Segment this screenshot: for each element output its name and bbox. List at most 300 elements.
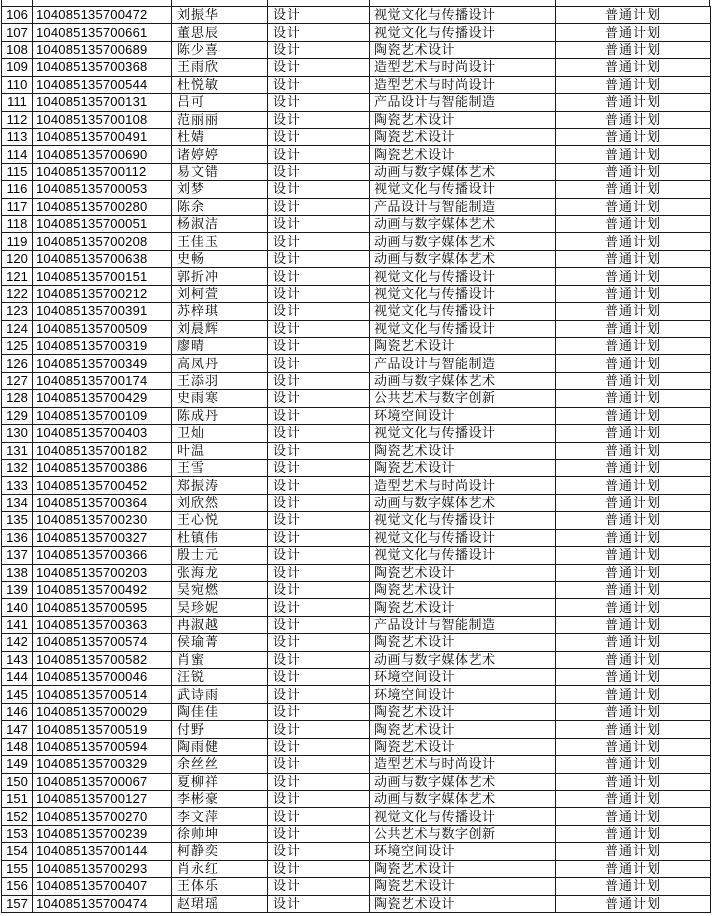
cell-candidate-id: 104085135700067 <box>33 773 172 790</box>
cell-row-number: 141 <box>2 616 33 633</box>
cell-row-number: 156 <box>2 878 33 895</box>
cell-candidate-id: 104085135700368 <box>33 59 172 76</box>
cell-major: 动画与数字媒体艺术 <box>370 163 556 180</box>
cell-name: 殷士元 <box>172 547 268 564</box>
cell-category: 设计 <box>268 651 370 668</box>
table-row <box>2 146 711 163</box>
cell-name: 李彬豪 <box>172 790 268 807</box>
cell-category: 设计 <box>268 825 370 842</box>
cell-row-number: 154 <box>2 843 33 860</box>
cell-plan: 普通计划 <box>556 24 711 41</box>
cell-row-number: 107 <box>2 24 33 41</box>
cell-major: 陶瓷艺术设计 <box>370 338 556 355</box>
cell-major: 动画与数字媒体艺术 <box>370 790 556 807</box>
cell-candidate-id: 104085135700212 <box>33 285 172 302</box>
cell-plan: 普通计划 <box>556 233 711 250</box>
cell-category: 设计 <box>268 686 370 703</box>
cell-major: 陶瓷艺术设计 <box>370 721 556 738</box>
cell-candidate-id: 104085135700661 <box>33 24 172 41</box>
cell-candidate-id: 104085135700319 <box>33 338 172 355</box>
cell-plan: 普通计划 <box>556 756 711 773</box>
table-row <box>2 459 711 476</box>
cell-name: 肖蜜 <box>172 651 268 668</box>
cell-row-number: 133 <box>2 477 33 494</box>
cell-name: 史畅 <box>172 250 268 267</box>
cell-category: 设计 <box>268 233 370 250</box>
cell-row-number: 129 <box>2 407 33 424</box>
cell-major: 陶瓷艺术设计 <box>370 878 556 895</box>
cell-plan: 普通计划 <box>556 669 711 686</box>
cell-plan: 普通计划 <box>556 547 711 564</box>
cell-major: 环境空间设计 <box>370 669 556 686</box>
cell-row-number: 146 <box>2 703 33 720</box>
cell-category: 设计 <box>268 860 370 877</box>
cell-candidate-id: 104085135700364 <box>33 494 172 511</box>
cell-major: 陶瓷艺术设计 <box>370 146 556 163</box>
table-row <box>2 581 711 598</box>
cell-candidate-id: 104085135700349 <box>33 355 172 372</box>
cell-row-number: 135 <box>2 512 33 529</box>
cell-major: 视觉文化与传播设计 <box>370 547 556 564</box>
cell-plan: 普通计划 <box>556 773 711 790</box>
cell-row-number: 147 <box>2 721 33 738</box>
table-row <box>2 250 711 267</box>
cell-name: 杜婧 <box>172 128 268 145</box>
cell-plan: 普通计划 <box>556 198 711 215</box>
table-row <box>2 477 711 494</box>
table-row <box>2 355 711 372</box>
cell-row-number: 128 <box>2 390 33 407</box>
cell-category: 设计 <box>268 59 370 76</box>
cell-name: 侯瑜菁 <box>172 634 268 651</box>
cell-plan: 普通计划 <box>556 372 711 389</box>
cell-category: 设计 <box>268 529 370 546</box>
cell-candidate-id: 104085135700144 <box>33 843 172 860</box>
cell-major: 陶瓷艺术设计 <box>370 459 556 476</box>
table-row <box>2 285 711 302</box>
cell-category: 设计 <box>268 494 370 511</box>
cell-row-number: 152 <box>2 808 33 825</box>
cell-name: 卫灿 <box>172 425 268 442</box>
table-row <box>2 59 711 76</box>
cell-major: 环境空间设计 <box>370 407 556 424</box>
cell-plan: 普通计划 <box>556 529 711 546</box>
cell-name: 夏柳祥 <box>172 773 268 790</box>
cell-plan: 普通计划 <box>556 285 711 302</box>
cell-row-number: 157 <box>2 895 33 912</box>
cell-major: 陶瓷艺术设计 <box>370 111 556 128</box>
cell-plan: 普通计划 <box>556 703 711 720</box>
cell-candidate-id: 104085135700239 <box>33 825 172 842</box>
cell-category: 设计 <box>268 94 370 111</box>
cell-major: 动画与数字媒体艺术 <box>370 494 556 511</box>
cell-row-number: 149 <box>2 756 33 773</box>
cell-row-number: 112 <box>2 111 33 128</box>
cell-candidate-id: 104085135700127 <box>33 790 172 807</box>
cell-candidate-id: 104085135700407 <box>33 878 172 895</box>
cell-row-number: 115 <box>2 163 33 180</box>
cell-row-number: 139 <box>2 581 33 598</box>
cell-major: 产品设计与智能制造 <box>370 355 556 372</box>
table-row <box>2 41 711 58</box>
cell-name: 赵珺瑶 <box>172 895 268 912</box>
cell-plan: 普通计划 <box>556 338 711 355</box>
cell-plan: 普通计划 <box>556 442 711 459</box>
cell-row-number: 120 <box>2 250 33 267</box>
table-row <box>2 7 711 24</box>
cell-row-number: 127 <box>2 372 33 389</box>
cell-major: 陶瓷艺术设计 <box>370 860 556 877</box>
cell-candidate-id: 104085135700514 <box>33 686 172 703</box>
cell-row-number: 132 <box>2 459 33 476</box>
cell-row-number: 114 <box>2 146 33 163</box>
table-row <box>2 843 711 860</box>
cell-candidate-id: 104085135700638 <box>33 250 172 267</box>
cell-row-number: 113 <box>2 128 33 145</box>
cell-category: 设计 <box>268 878 370 895</box>
cell-name: 徐帅坤 <box>172 825 268 842</box>
cell-major: 视觉文化与传播设计 <box>370 808 556 825</box>
cell-row-number: 117 <box>2 198 33 215</box>
cell-candidate-id: 104085135700582 <box>33 651 172 668</box>
cell-name: 高凤丹 <box>172 355 268 372</box>
cell-category: 设计 <box>268 703 370 720</box>
table-row <box>2 320 711 337</box>
cell-name: 刘振华 <box>172 7 268 24</box>
cell-major: 视觉文化与传播设计 <box>370 425 556 442</box>
cell-row-number: 110 <box>2 76 33 93</box>
cell-major: 动画与数字媒体艺术 <box>370 372 556 389</box>
cell-category: 设计 <box>268 564 370 581</box>
cell-major: 产品设计与智能制造 <box>370 94 556 111</box>
cell-category: 设计 <box>268 407 370 424</box>
cell-plan: 普通计划 <box>556 268 711 285</box>
cell-name: 王体乐 <box>172 878 268 895</box>
cell-plan: 普通计划 <box>556 163 711 180</box>
cell-category: 设计 <box>268 76 370 93</box>
cell-candidate-id: 104085135700174 <box>33 372 172 389</box>
cell-plan: 普通计划 <box>556 59 711 76</box>
table-row <box>2 163 711 180</box>
cell-candidate-id: 104085135700280 <box>33 198 172 215</box>
table-row <box>2 512 711 529</box>
cell-row-number: 136 <box>2 529 33 546</box>
cell-row-number: 151 <box>2 790 33 807</box>
cell-name: 叶温 <box>172 442 268 459</box>
cell-candidate-id: 104085135700131 <box>33 94 172 111</box>
table-row <box>2 564 711 581</box>
cell-name: 史雨寒 <box>172 390 268 407</box>
cell-name: 陈余 <box>172 198 268 215</box>
cell-major: 造型艺术与时尚设计 <box>370 756 556 773</box>
cell-category: 设计 <box>268 773 370 790</box>
cell-major: 视觉文化与传播设计 <box>370 285 556 302</box>
cell-major: 视觉文化与传播设计 <box>370 303 556 320</box>
cell-row-number: 118 <box>2 216 33 233</box>
cell-row-number: 111 <box>2 94 33 111</box>
cell-plan: 普通计划 <box>556 250 711 267</box>
cell-name: 武诗雨 <box>172 686 268 703</box>
cell-name: 吕可 <box>172 94 268 111</box>
cell-row-number: 145 <box>2 686 33 703</box>
cell-major: 动画与数字媒体艺术 <box>370 216 556 233</box>
cell-name: 吴宛燃 <box>172 581 268 598</box>
cell-plan: 普通计划 <box>556 512 711 529</box>
cell-row-number: 124 <box>2 320 33 337</box>
cell-plan: 普通计划 <box>556 407 711 424</box>
cell-row-number: 125 <box>2 338 33 355</box>
cell-category: 设计 <box>268 372 370 389</box>
cell-category: 设计 <box>268 128 370 145</box>
cell-plan: 普通计划 <box>556 878 711 895</box>
cell-candidate-id: 104085135700492 <box>33 581 172 598</box>
cell-row-number: 131 <box>2 442 33 459</box>
cell-category: 设计 <box>268 808 370 825</box>
cell-plan: 普通计划 <box>556 581 711 598</box>
table-row <box>2 338 711 355</box>
cell-plan: 普通计划 <box>556 7 711 24</box>
cell-major: 动画与数字媒体艺术 <box>370 250 556 267</box>
cell-name: 余丝丝 <box>172 756 268 773</box>
cell-name: 廖晴 <box>172 338 268 355</box>
cell-plan: 普通计划 <box>556 146 711 163</box>
cell-row-number: 134 <box>2 494 33 511</box>
table-row <box>2 808 711 825</box>
table-row <box>2 128 711 145</box>
cell-name: 汪锐 <box>172 669 268 686</box>
table-body <box>2 7 711 913</box>
table-row <box>2 651 711 668</box>
cell-plan: 普通计划 <box>556 860 711 877</box>
cell-major: 公共艺术与数字创新 <box>370 390 556 407</box>
cell-name: 冉淑越 <box>172 616 268 633</box>
table-row <box>2 494 711 511</box>
cell-category: 设计 <box>268 7 370 24</box>
cell-major: 陶瓷艺术设计 <box>370 564 556 581</box>
cell-row-number: 140 <box>2 599 33 616</box>
cell-candidate-id: 104085135700108 <box>33 111 172 128</box>
table-row <box>2 198 711 215</box>
table-row <box>2 111 711 128</box>
cell-name: 易文错 <box>172 163 268 180</box>
cell-name: 王雨欣 <box>172 59 268 76</box>
cell-major: 陶瓷艺术设计 <box>370 599 556 616</box>
table-row <box>2 233 711 250</box>
cell-plan: 普通计划 <box>556 634 711 651</box>
cell-row-number: 150 <box>2 773 33 790</box>
table-row <box>2 181 711 198</box>
cell-category: 设计 <box>268 756 370 773</box>
cell-row-number: 130 <box>2 425 33 442</box>
cell-category: 设计 <box>268 390 370 407</box>
cell-category: 设计 <box>268 146 370 163</box>
table-row <box>2 94 711 111</box>
cell-candidate-id: 104085135700594 <box>33 738 172 755</box>
cell-row-number: 153 <box>2 825 33 842</box>
cell-plan: 普通计划 <box>556 808 711 825</box>
cell-candidate-id: 104085135700474 <box>33 895 172 912</box>
cell-candidate-id: 104085135700544 <box>33 76 172 93</box>
cell-major: 陶瓷艺术设计 <box>370 442 556 459</box>
cell-row-number: 144 <box>2 669 33 686</box>
cell-name: 陶佳佳 <box>172 703 268 720</box>
table-row <box>2 669 711 686</box>
cell-plan: 普通计划 <box>556 564 711 581</box>
cell-plan: 普通计划 <box>556 355 711 372</box>
cell-candidate-id: 104085135700509 <box>33 320 172 337</box>
cell-major: 陶瓷艺术设计 <box>370 581 556 598</box>
cell-name: 刘晨辉 <box>172 320 268 337</box>
cell-plan: 普通计划 <box>556 895 711 912</box>
cell-major: 陶瓷艺术设计 <box>370 128 556 145</box>
cell-candidate-id: 104085135700491 <box>33 128 172 145</box>
cell-category: 设计 <box>268 669 370 686</box>
admission-roster-table <box>1 6 711 913</box>
cell-category: 设计 <box>268 250 370 267</box>
table-row <box>2 634 711 651</box>
cell-row-number: 138 <box>2 564 33 581</box>
cell-category: 设计 <box>268 512 370 529</box>
cell-name: 王雪 <box>172 459 268 476</box>
table-row <box>2 547 711 564</box>
cell-candidate-id: 104085135700329 <box>33 756 172 773</box>
table-row <box>2 303 711 320</box>
cell-name: 李文萍 <box>172 808 268 825</box>
cell-name: 刘欣然 <box>172 494 268 511</box>
cell-candidate-id: 104085135700386 <box>33 459 172 476</box>
cell-candidate-id: 104085135700053 <box>33 181 172 198</box>
cell-name: 肖永红 <box>172 860 268 877</box>
cell-category: 设计 <box>268 425 370 442</box>
cell-name: 董思辰 <box>172 24 268 41</box>
table-row <box>2 895 711 912</box>
cell-candidate-id: 104085135700403 <box>33 425 172 442</box>
cell-name: 刘柯萱 <box>172 285 268 302</box>
cell-category: 设计 <box>268 634 370 651</box>
cell-row-number: 137 <box>2 547 33 564</box>
cell-major: 视觉文化与传播设计 <box>370 24 556 41</box>
cell-category: 设计 <box>268 181 370 198</box>
cell-candidate-id: 104085135700208 <box>33 233 172 250</box>
cell-category: 设计 <box>268 721 370 738</box>
cell-plan: 普通计划 <box>556 41 711 58</box>
cell-category: 设计 <box>268 599 370 616</box>
cell-category: 设计 <box>268 442 370 459</box>
cell-name: 王心悦 <box>172 512 268 529</box>
cell-major: 造型艺术与时尚设计 <box>370 477 556 494</box>
cell-name: 范丽丽 <box>172 111 268 128</box>
cell-major: 环境空间设计 <box>370 686 556 703</box>
cell-candidate-id: 104085135700363 <box>33 616 172 633</box>
cell-name: 吴珍妮 <box>172 599 268 616</box>
cell-row-number: 119 <box>2 233 33 250</box>
cell-major: 视觉文化与传播设计 <box>370 512 556 529</box>
cell-category: 设计 <box>268 111 370 128</box>
cell-name: 杨淑洁 <box>172 216 268 233</box>
cell-category: 设计 <box>268 355 370 372</box>
cell-plan: 普通计划 <box>556 303 711 320</box>
cell-category: 设计 <box>268 163 370 180</box>
cell-candidate-id: 104085135700203 <box>33 564 172 581</box>
cell-category: 设计 <box>268 895 370 912</box>
cell-category: 设计 <box>268 581 370 598</box>
cell-major: 陶瓷艺术设计 <box>370 738 556 755</box>
cell-category: 设计 <box>268 303 370 320</box>
cell-plan: 普通计划 <box>556 76 711 93</box>
cell-major: 造型艺术与时尚设计 <box>370 76 556 93</box>
cell-name: 柯静奕 <box>172 843 268 860</box>
cell-candidate-id: 104085135700182 <box>33 442 172 459</box>
table-row <box>2 825 711 842</box>
cell-candidate-id: 104085135700327 <box>33 529 172 546</box>
cell-row-number: 126 <box>2 355 33 372</box>
cell-name: 张海龙 <box>172 564 268 581</box>
table-row <box>2 738 711 755</box>
table-row <box>2 599 711 616</box>
cell-name: 诸婷婷 <box>172 146 268 163</box>
cell-plan: 普通计划 <box>556 94 711 111</box>
cell-plan: 普通计划 <box>556 128 711 145</box>
cell-category: 设计 <box>268 459 370 476</box>
cell-category: 设计 <box>268 616 370 633</box>
table-row <box>2 390 711 407</box>
cell-plan: 普通计划 <box>556 721 711 738</box>
cell-row-number: 106 <box>2 7 33 24</box>
cell-category: 设计 <box>268 338 370 355</box>
cell-category: 设计 <box>268 320 370 337</box>
cell-plan: 普通计划 <box>556 686 711 703</box>
cell-plan: 普通计划 <box>556 181 711 198</box>
cell-category: 设计 <box>268 547 370 564</box>
cell-plan: 普通计划 <box>556 616 711 633</box>
cell-major: 公共艺术与数字创新 <box>370 825 556 842</box>
cell-major: 环境空间设计 <box>370 843 556 860</box>
cell-row-number: 121 <box>2 268 33 285</box>
cell-major: 视觉文化与传播设计 <box>370 7 556 24</box>
table-row <box>2 76 711 93</box>
cell-name: 郭折冲 <box>172 268 268 285</box>
cell-row-number: 123 <box>2 303 33 320</box>
cell-candidate-id: 104085135700151 <box>33 268 172 285</box>
cell-candidate-id: 104085135700029 <box>33 703 172 720</box>
cell-category: 设计 <box>268 477 370 494</box>
cell-candidate-id: 104085135700046 <box>33 669 172 686</box>
cell-candidate-id: 104085135700051 <box>33 216 172 233</box>
cell-row-number: 143 <box>2 651 33 668</box>
cell-candidate-id: 104085135700472 <box>33 7 172 24</box>
cell-plan: 普通计划 <box>556 651 711 668</box>
cell-category: 设计 <box>268 198 370 215</box>
cell-plan: 普通计划 <box>556 459 711 476</box>
cell-plan: 普通计划 <box>556 425 711 442</box>
table-row <box>2 878 711 895</box>
table-row <box>2 756 711 773</box>
cell-candidate-id: 104085135700429 <box>33 390 172 407</box>
cell-category: 设计 <box>268 216 370 233</box>
cell-plan: 普通计划 <box>556 320 711 337</box>
cell-major: 视觉文化与传播设计 <box>370 268 556 285</box>
cell-category: 设计 <box>268 24 370 41</box>
cell-major: 动画与数字媒体艺术 <box>370 233 556 250</box>
table-row <box>2 24 711 41</box>
table-row <box>2 268 711 285</box>
cell-candidate-id: 104085135700690 <box>33 146 172 163</box>
cell-candidate-id: 104085135700270 <box>33 808 172 825</box>
table-row <box>2 790 711 807</box>
cell-plan: 普通计划 <box>556 111 711 128</box>
cell-category: 设计 <box>268 41 370 58</box>
cell-candidate-id: 104085135700574 <box>33 634 172 651</box>
